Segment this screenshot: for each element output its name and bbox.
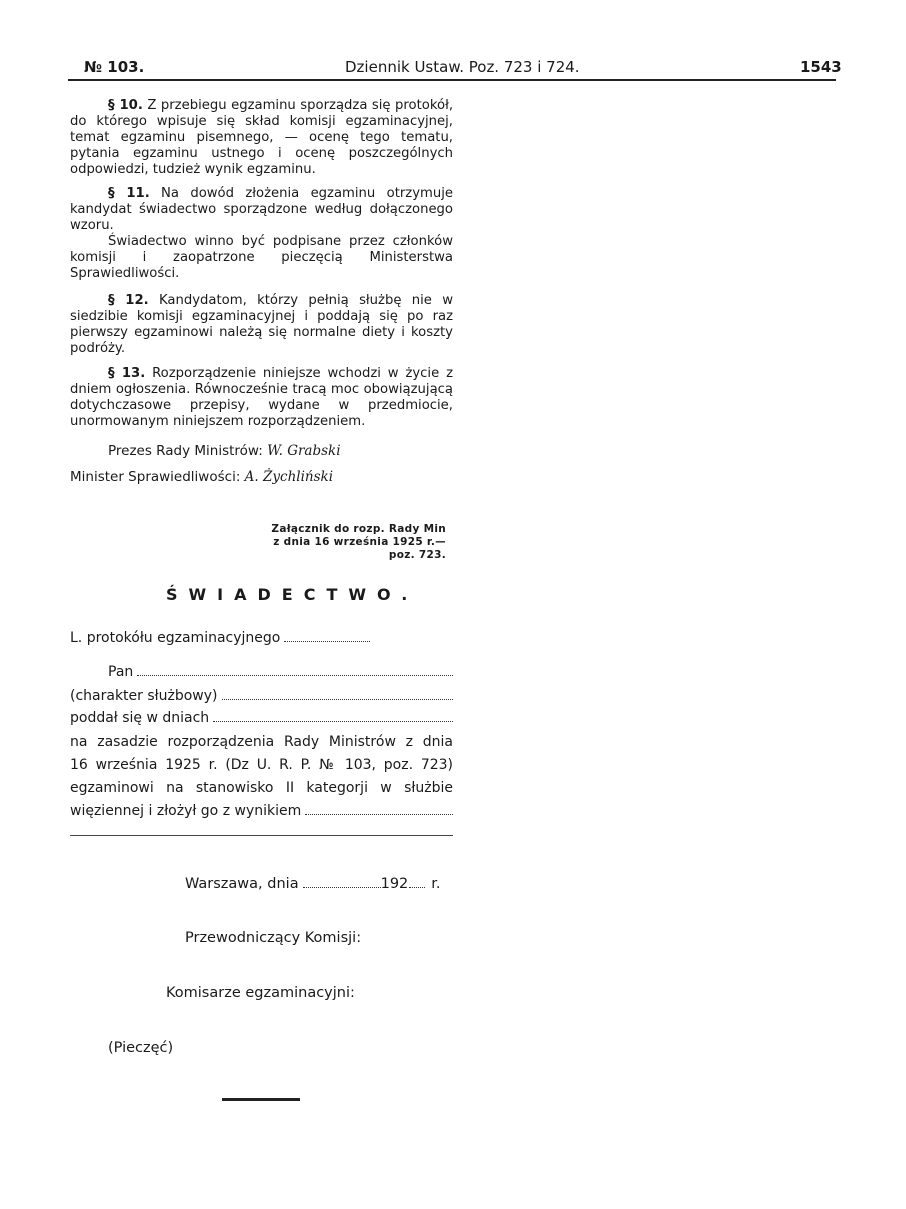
place-date-line: [185, 873, 445, 895]
paragraph-12: [70, 293, 453, 357]
header-rule: [68, 79, 836, 81]
section-number: § 12.: [108, 293, 149, 308]
paragraph-11: [70, 186, 453, 282]
issue-number: № 103.: [84, 58, 145, 76]
paragraph-text: Z przebiegu egzaminu sporządza się protokół, do którego wpisuje się skład komisji egzaminacyjnej, temat egzaminu pisemnego, — ocenę tego tematu, pytania egzaminu ustnego i ocenę poszczególnych odpowiedzi, tudzież wynik egzaminu.: [70, 98, 454, 177]
signature-name: W. Grabski: [267, 443, 341, 459]
paragraph-13: [70, 366, 453, 430]
character-label: (charakter służbowy): [70, 688, 218, 704]
protocol-label: L. protokółu egzaminacyjnego: [70, 630, 281, 646]
fill-in-blank: [305, 813, 453, 815]
annex-note: [258, 523, 446, 562]
signature-role: Minister Sprawiedliwości:: [70, 469, 241, 485]
paragraph-10: [70, 98, 453, 178]
protocol-number-line: [70, 627, 370, 649]
character-line: [70, 685, 453, 707]
fill-in-blank: [137, 674, 453, 676]
pan-label: Pan: [108, 664, 134, 680]
annex-line: z dnia 16 września 1925 r.—poz. 723.: [273, 536, 446, 561]
certificate-body-line: egzaminowi na stanowisko II kategorji w służbie: [70, 780, 453, 796]
signature-justice-minister: [70, 469, 333, 485]
certificate-title: ŚWIADECTWO.: [166, 585, 419, 604]
journal-title: Dziennik Ustaw. Poz. 723 i 724.: [345, 58, 580, 76]
page-number: 1543: [800, 58, 842, 76]
closing-rule: [222, 1098, 300, 1101]
fill-in-blank: [284, 640, 370, 642]
certificate-body-line: na zasadzie rozporządzenia Rady Ministrów z dnia: [70, 734, 453, 750]
paragraph-text: Rozporządzenie niniejsze wchodzi w życie z dniem ogłoszenia. Równocześnie tracą moc obowiązującą dotychczasowe przepisy, wydane w przedmiocie, unormowanym niniejszem rozporządzeniem.: [70, 366, 453, 429]
annex-line: Załącznik do rozp. Rady Min: [271, 523, 446, 535]
fill-in-blank: [213, 720, 453, 722]
seal-label: (Pieczęć): [108, 1040, 174, 1056]
fill-in-blank: [409, 886, 425, 888]
chairman-label: Przewodniczący Komisji:: [185, 930, 362, 946]
paragraph-text: Świadectwo winno być podpisane przez członków komisji i zaopatrzone pieczęcią Ministerstwa Sprawiedliwości.: [70, 234, 453, 281]
place-date-label: Warszawa, dnia: [185, 876, 299, 892]
certificate-body-line: 16 września 1925 r. (Dz U. R. P. № 103, poz. 723): [70, 757, 453, 773]
submitted-line: [70, 707, 453, 729]
section-number: § 10.: [108, 98, 143, 113]
commissioners-label: Komisarze egzaminacyjni:: [166, 985, 355, 1001]
signature-name: A. Żychliński: [244, 469, 334, 485]
year-label: 192: [380, 876, 409, 892]
fill-in-blank: [222, 698, 453, 700]
section-number: § 11.: [108, 186, 150, 201]
submitted-label: poddał się w dniach: [70, 710, 210, 726]
paragraph-text: Kandydatom, którzy pełnią służbę nie w siedzibie komisji egzaminacyjnej i poddają się po raz pierwszy egzaminowi należą się normalne diety i koszty podróży.: [70, 293, 453, 356]
pan-line: [108, 661, 453, 683]
certificate-body-line: więziennej i złożył go z wynikiem: [70, 803, 302, 819]
signature-prime-minister: [108, 443, 341, 459]
paragraph-text: Na dowód złożenia egzaminu otrzymuje kandydat świadectwo sporządzone według dołączonego wzoru.: [70, 186, 453, 233]
blank-rule: [70, 835, 453, 836]
signature-role: Prezes Rady Ministrów:: [108, 443, 263, 459]
year-suffix: r.: [431, 876, 441, 892]
result-line: [70, 800, 453, 822]
section-number: § 13.: [108, 366, 146, 381]
fill-in-blank: [303, 886, 381, 888]
